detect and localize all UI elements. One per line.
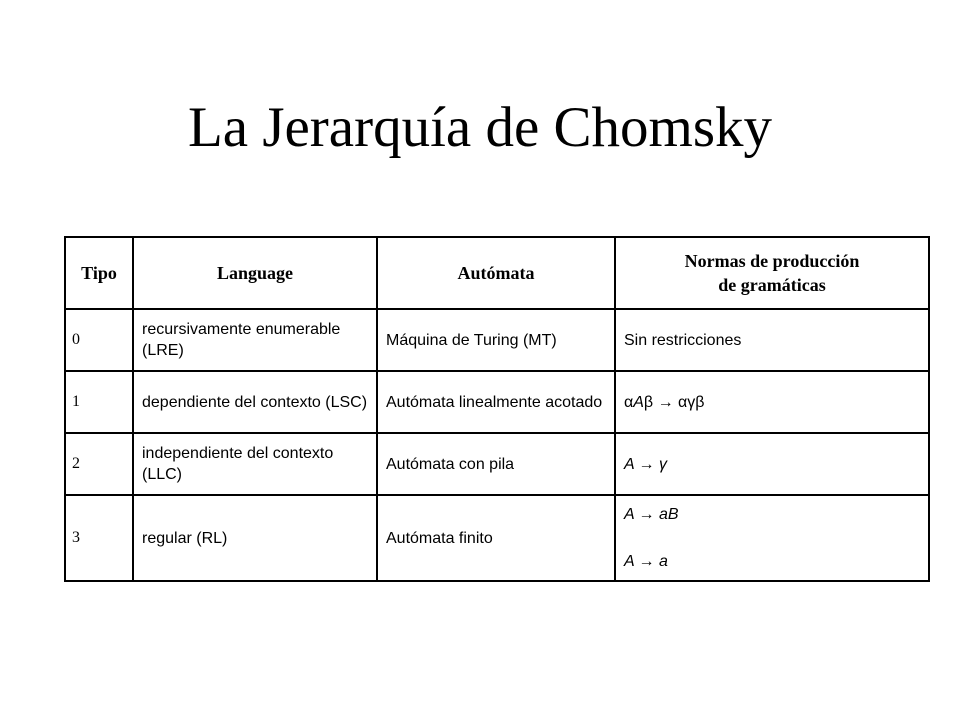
header-normas-line2: de gramáticas: [718, 275, 826, 295]
table-row: [65, 495, 929, 581]
cell-language: independiente del contexto (LLC): [133, 433, 377, 495]
cell-language: regular (RL): [133, 495, 377, 581]
cell-normas: [615, 371, 929, 433]
cell-tipo: 0: [65, 309, 133, 371]
cell-tipo: 2: [65, 433, 133, 495]
cell-normas: Sin restricciones: [615, 309, 929, 371]
cell-normas: [615, 433, 929, 495]
chomsky-hierarchy-table: [64, 236, 930, 582]
cell-language: recursivamente enumerable (LRE): [133, 309, 377, 371]
table-header-row: [65, 237, 929, 309]
header-automata: Autómata: [377, 237, 615, 309]
cell-tipo: 3: [65, 495, 133, 581]
normas-suffix: β → αγβ: [643, 393, 705, 411]
slide-title: La Jerarquía de Chomsky: [187, 96, 773, 159]
header-tipo: Tipo: [65, 237, 133, 309]
normas-rule: A → γ: [624, 455, 667, 473]
cell-automata: Autómata linealmente acotado: [377, 371, 615, 433]
cell-normas: [615, 495, 929, 581]
normas-rule-1: A → aB: [624, 506, 679, 523]
normas-rule-2: A → a: [624, 553, 668, 570]
cell-tipo: 1: [65, 371, 133, 433]
header-language: Language: [133, 237, 377, 309]
normas-variable: A: [633, 393, 644, 411]
cell-automata: Autómata con pila: [377, 433, 615, 495]
cell-automata: Autómata finito: [377, 495, 615, 581]
normas-prefix: α: [624, 393, 634, 411]
table-row: [65, 371, 929, 433]
table-row: [65, 433, 929, 495]
header-normas: [615, 237, 929, 309]
cell-automata: Máquina de Turing (MT): [377, 309, 615, 371]
header-normas-line1: Normas de producción: [684, 251, 860, 271]
cell-language: dependiente del contexto (LSC): [133, 371, 377, 433]
table-row: [65, 309, 929, 371]
